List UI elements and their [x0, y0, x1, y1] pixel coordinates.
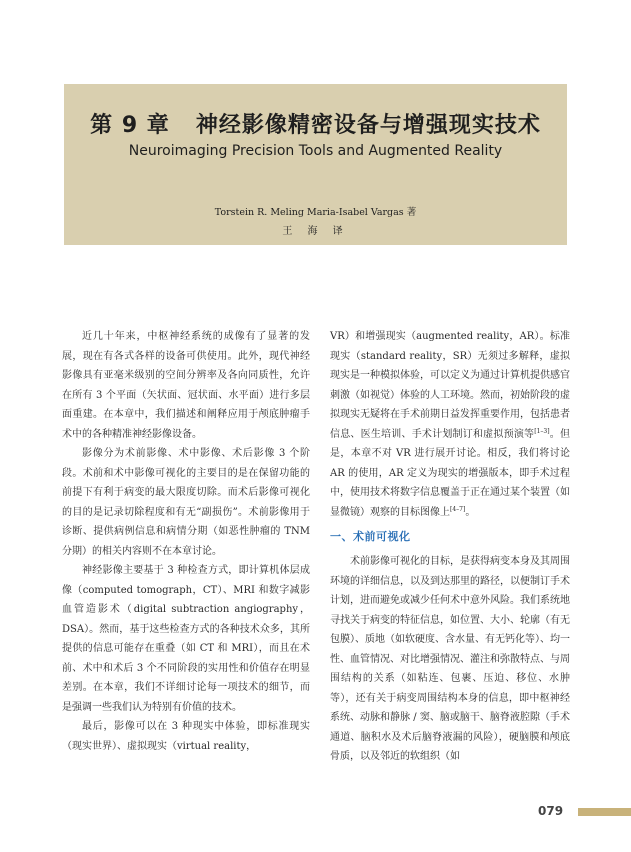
chapter-translator: 王 海 译 [282, 226, 349, 237]
section-heading-preoperative: 一、术前可视化 [330, 530, 411, 543]
paragraph-text: 。但是，本章不对 VR 进行展开讨论。相反，我们将讨论 AR 的使用，AR 定义为现实的增强版本，即手术过程中，使用技术将数字信息覆盖于正在通过某个装置（如显微镜）观察的目标图像上 [330, 428, 571, 518]
paragraph-realities-continued [330, 327, 570, 522]
left-text-column [62, 327, 310, 756]
citation-ref: [4–7] [450, 505, 466, 513]
page-number: 079 [538, 804, 564, 818]
paragraph-imaging-stages: 影像分为术前影像、术中影像、术后影像 3 个阶段。术前和术中影像可视化的主要目的是在保留功能的前提下有利于病变的最大限度切除。而术后影像可视化的目的是记录切除程度和有无“副损伤”。术前影像用于诊断、提供病例信息和病情分期（如恶性肿瘤的 TNM 分期）的相关内容则不在本章讨论。 [62, 448, 310, 557]
right-text-column [330, 327, 570, 767]
page-number-accent-bar [578, 808, 631, 816]
paragraph-text: 。 [465, 506, 476, 518]
chapter-number: 第 9 章 [90, 113, 170, 138]
chapter-title [64, 108, 567, 139]
paragraph-imaging-modalities: 神经影像主要基于 3 种检查方式，即计算机体层成像（computed tomograph，CT）、MRI 和数字减影血管造影术（digital subtraction angiography，DSA）。然而，基于这些检查方式的各种技术众多，其所提供的信息可能存在重叠（如 CT 和 MRI），而且在术前、术中和术后 3 个不同阶段的实用性和价值存在明显差别。在本章，我们不详细讨论每一项技术的细节，而是强调一些我们认为特别有价值的技术。 [62, 565, 310, 713]
paragraph-realities: 最后，影像可以在 3 种现实中体验，即标准现实（现实世界）、虚拟现实（virtual reality， [62, 721, 310, 752]
chapter-header-banner [64, 84, 567, 245]
paragraph-preoperative: 术前影像可视化的目标，是获得病变本身及其周围环境的详细信息，以及到达那里的路径，以便制订手术计划，进而避免或减少任何术中意外风险。我们系统地寻找关于病变的特征信息，如位置、大小、轮廓（有无包膜）、质地（如软硬度、含水量、有无钙化等）、均一性、血管情况、对比增强情况、灌注和弥散特点、与周围结构的关系（如粘连、包裹、压迫、移位、水肿等），还有关于病变周围结构本身的信息，即中枢神经系统、动脉和静脉 / 窦、脑或脑干、脑脊液腔隙（手术通道、脑积水及术后脑脊液漏的风险），硬脑膜和颅底骨质，以及邻近的软组织（如 [330, 556, 570, 762]
chapter-title-en: Neuroimaging Precision Tools and Augmented Reality [128, 143, 503, 159]
paragraph-intro: 近几十年来，中枢神经系统的成像有了显著的发展，现在有各式各样的设备可供使用。此外，现代神经影像具有亚毫米级别的空间分辨率及各向同质性，允许在所有 3 个平面（矢状面、冠状面、水平面）进行多层面重建。在本章中，我们描述和阐释应用于颅底肿瘤手术中的各种精准神经影像设备。 [62, 331, 310, 440]
chapter-title-zh: 神经影像精密设备与增强现实技术 [195, 113, 541, 138]
citation-ref: [1–3] [534, 427, 550, 435]
paragraph-text: VR）和增强现实（augmented reality，AR）。标准现实（standard reality，SR）无须过多解释，虚拟现实是一种模拟体验，可以定义为通过计算机提供感官刺激（如视觉）体验的人工环境。然而，初始阶段的虚拟现实无疑将在手术前期日益发挥重要作用，包括患者信息、医生培训、手术计划制订和虚拟预演等 [330, 331, 570, 440]
chapter-authors: Torstein R. Meling Maria-Isabel Vargas 著 [214, 207, 417, 218]
